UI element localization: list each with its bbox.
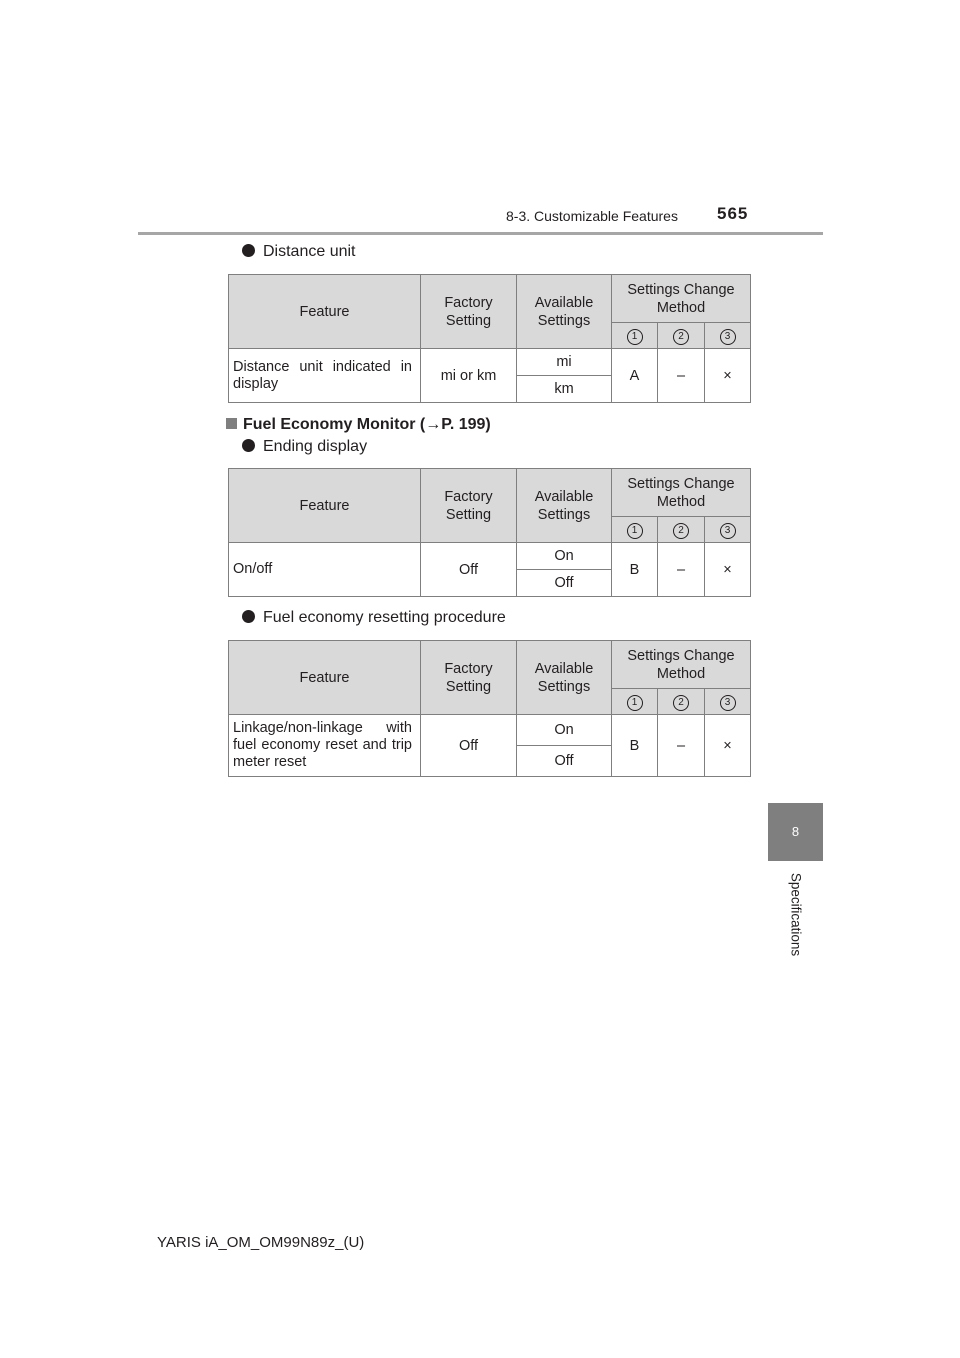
circled-number: 2 (673, 523, 689, 539)
feature-cell: Distance unit indicated in display (229, 349, 421, 403)
bullet-dot-icon (242, 244, 255, 257)
header-rule (138, 232, 823, 235)
circled-number: 1 (627, 523, 643, 539)
bullet-dot-icon (242, 439, 255, 452)
factory-cell: Off (421, 543, 517, 597)
feature-cell: On/off (229, 543, 421, 597)
header-factory-setting: Factory Setting (421, 641, 517, 715)
feature-cell: Linkage/non-linkage with fuel economy reset and trip meter reset (229, 715, 421, 777)
factory-cell: mi or km (421, 349, 517, 403)
fuel-economy-resetting-table (228, 640, 751, 777)
header-settings-change-method: Settings Change Method (612, 641, 751, 689)
bullet-text: Fuel economy resetting procedure (263, 609, 506, 626)
method-col-1 (612, 689, 658, 715)
page-number: 565 (717, 204, 749, 223)
option-cell: mi (517, 349, 612, 376)
bullet-text: Distance unit (263, 243, 356, 260)
method-2-cell: – (658, 715, 705, 777)
bullet-dot-icon (242, 610, 255, 623)
option-cell: km (517, 376, 612, 403)
option-cell: Off (517, 746, 612, 777)
method-3-cell: × (705, 349, 751, 403)
heading-text: Fuel Economy Monitor (→P. 199) (243, 416, 491, 433)
circled-number: 1 (627, 329, 643, 345)
ending-display-table (228, 468, 751, 597)
fuel-economy-monitor-heading (226, 416, 491, 434)
square-bullet-icon (226, 418, 237, 429)
method-1-cell: B (612, 543, 658, 597)
header-settings-change-method: Settings Change Method (612, 275, 751, 323)
header-factory-setting: Factory Setting (421, 275, 517, 349)
method-2-cell: – (658, 543, 705, 597)
circled-number: 2 (673, 329, 689, 345)
header-available-settings: Available Settings (517, 641, 612, 715)
chapter-label: Specifications (788, 872, 804, 957)
section-header: 8-3. Customizable Features (506, 208, 678, 224)
method-col-2 (658, 517, 705, 543)
option-cell: On (517, 543, 612, 570)
circled-number: 3 (720, 329, 736, 345)
header-feature: Feature (229, 469, 421, 543)
bullet-ending-display (242, 438, 367, 456)
circled-number: 3 (720, 695, 736, 711)
header-available-settings: Available Settings (517, 469, 612, 543)
method-2-cell: – (658, 349, 705, 403)
method-1-cell: A (612, 349, 658, 403)
bullet-distance-unit (242, 243, 356, 261)
header-factory-setting: Factory Setting (421, 469, 517, 543)
method-3-cell: × (705, 715, 751, 777)
method-col-3 (705, 323, 751, 349)
header-feature: Feature (229, 641, 421, 715)
chapter-tab: 8 (768, 803, 823, 861)
footer-doc-id: YARIS iA_OM_OM99N89z_(U) (157, 1234, 365, 1251)
header-feature: Feature (229, 275, 421, 349)
header-available-settings: Available Settings (517, 275, 612, 349)
method-col-3 (705, 689, 751, 715)
method-col-2 (658, 689, 705, 715)
bullet-fuel-economy-resetting (242, 609, 506, 627)
circled-number: 2 (673, 695, 689, 711)
method-3-cell: × (705, 543, 751, 597)
method-col-3 (705, 517, 751, 543)
method-col-1 (612, 517, 658, 543)
distance-unit-table (228, 274, 751, 403)
bullet-text: Ending display (263, 438, 368, 455)
method-col-2 (658, 323, 705, 349)
circled-number: 1 (627, 695, 643, 711)
factory-cell: Off (421, 715, 517, 777)
method-1-cell: B (612, 715, 658, 777)
header-settings-change-method: Settings Change Method (612, 469, 751, 517)
option-cell: On (517, 715, 612, 746)
option-cell: Off (517, 570, 612, 597)
method-col-1 (612, 323, 658, 349)
circled-number: 3 (720, 523, 736, 539)
